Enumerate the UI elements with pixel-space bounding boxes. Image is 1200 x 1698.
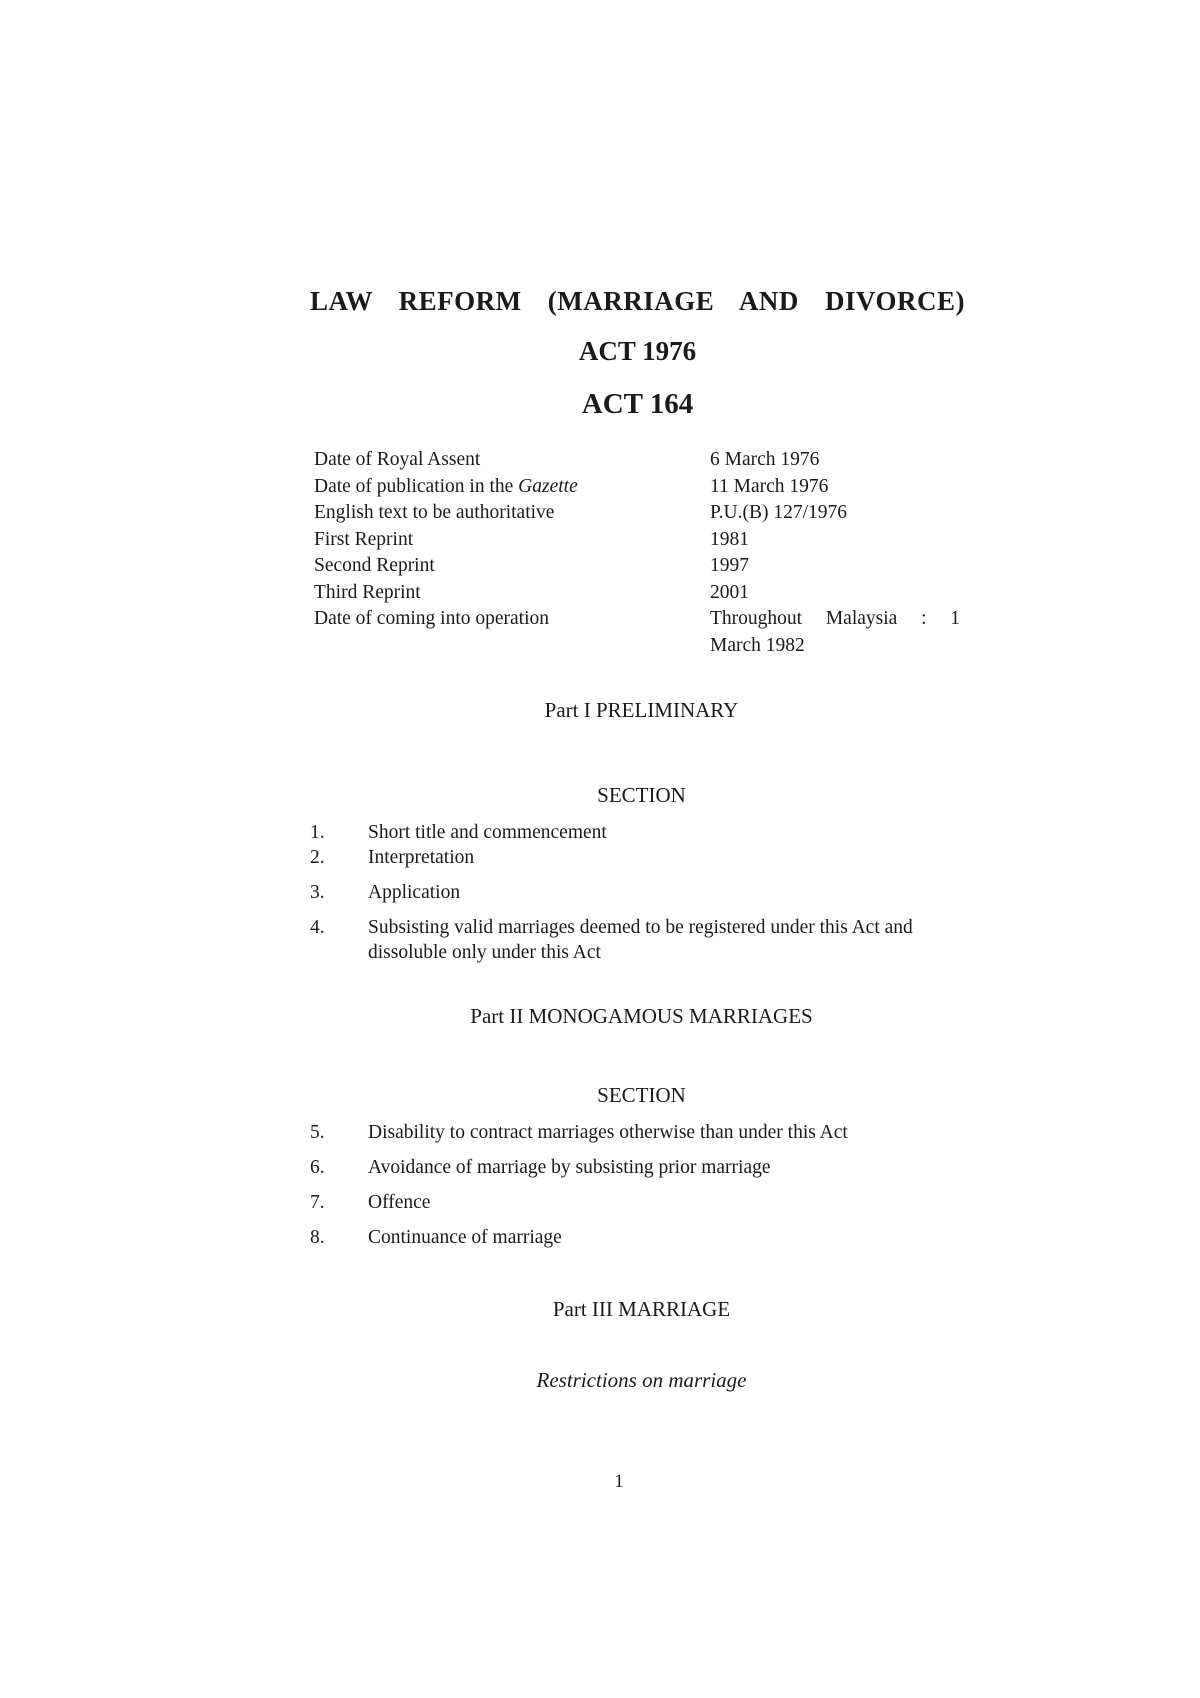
section-number: 8. xyxy=(310,1227,325,1248)
section-number: 1. xyxy=(310,822,325,843)
section-number: 6. xyxy=(310,1157,325,1178)
section-title: Short title and commencement xyxy=(368,822,607,843)
section-number: 7. xyxy=(310,1192,325,1213)
section-title: Interpretation xyxy=(368,847,475,868)
metadata-value xyxy=(710,606,960,659)
page-number: 1 xyxy=(614,1471,624,1492)
section-list xyxy=(310,1120,970,1250)
metadata-value: 6 March 1976 xyxy=(710,449,820,470)
list-item xyxy=(310,1120,970,1145)
metadata-value: 1997 xyxy=(710,555,749,576)
metadata-label: First Reprint xyxy=(314,528,414,550)
part-heading: Part I PRELIMINARY xyxy=(544,698,739,722)
metadata-value: 1981 xyxy=(710,528,749,550)
metadata-value: 2001 xyxy=(710,581,749,603)
section-label: SECTION xyxy=(597,783,686,807)
list-item xyxy=(310,820,970,845)
section-title: Subsisting valid marriages deemed to be registered under this Act and dissoluble only under this Act xyxy=(368,917,913,963)
part-heading: Part III MARRIAGE xyxy=(552,1297,731,1321)
metadata-label: Date of Royal Assent xyxy=(314,449,481,470)
act-year: ACT 1976 xyxy=(578,336,697,366)
metadata-label: Second Reprint xyxy=(314,555,435,576)
section-title: Disability to contract marriages otherwise than under this Act xyxy=(368,1122,848,1143)
part-heading: Part II MONOGAMOUS MARRIAGES xyxy=(470,1004,813,1028)
section-list xyxy=(310,820,970,965)
metadata-value: P.U.(B) 127/1976 xyxy=(710,502,848,523)
section-label: SECTION xyxy=(597,1083,686,1107)
metadata-label: Date of publication in the Gazette xyxy=(314,475,578,497)
section-title: Application xyxy=(368,882,461,903)
metadata-label: Third Reprint xyxy=(314,581,421,603)
list-item xyxy=(310,915,970,965)
list-item xyxy=(310,1190,970,1215)
metadata-label: English text to be authoritative xyxy=(314,502,555,523)
metadata-row xyxy=(314,606,974,659)
section-number: 2. xyxy=(310,847,325,868)
subheading: Restrictions on marriage xyxy=(536,1368,747,1392)
section-title: Offence xyxy=(368,1192,431,1213)
section-number: 5. xyxy=(310,1122,325,1143)
metadata-value-line2: March 1982 xyxy=(710,634,805,656)
act-title: LAW REFORM (MARRIAGE AND DIVORCE) xyxy=(310,286,965,316)
section-number: 3. xyxy=(310,882,325,903)
metadata-value-line1: Throughout Malaysia : 1 xyxy=(710,608,960,629)
act-metadata-table xyxy=(314,447,974,659)
act-number: ACT 164 xyxy=(581,388,694,420)
list-item xyxy=(310,1155,970,1180)
list-item xyxy=(310,845,970,870)
metadata-row xyxy=(314,474,974,501)
metadata-row xyxy=(314,500,974,527)
section-title: Continuance of marriage xyxy=(368,1227,562,1248)
metadata-row xyxy=(314,527,974,554)
metadata-row xyxy=(314,447,974,474)
list-item xyxy=(310,1225,970,1250)
list-item xyxy=(310,880,970,905)
metadata-label: Date of coming into operation xyxy=(314,608,550,629)
gazette-italic: Gazette xyxy=(518,475,578,497)
metadata-value: 11 March 1976 xyxy=(710,475,829,497)
section-title: Avoidance of marriage by subsisting prior marriage xyxy=(368,1157,771,1178)
section-number: 4. xyxy=(310,917,325,938)
metadata-row xyxy=(314,580,974,607)
metadata-row xyxy=(314,553,974,580)
